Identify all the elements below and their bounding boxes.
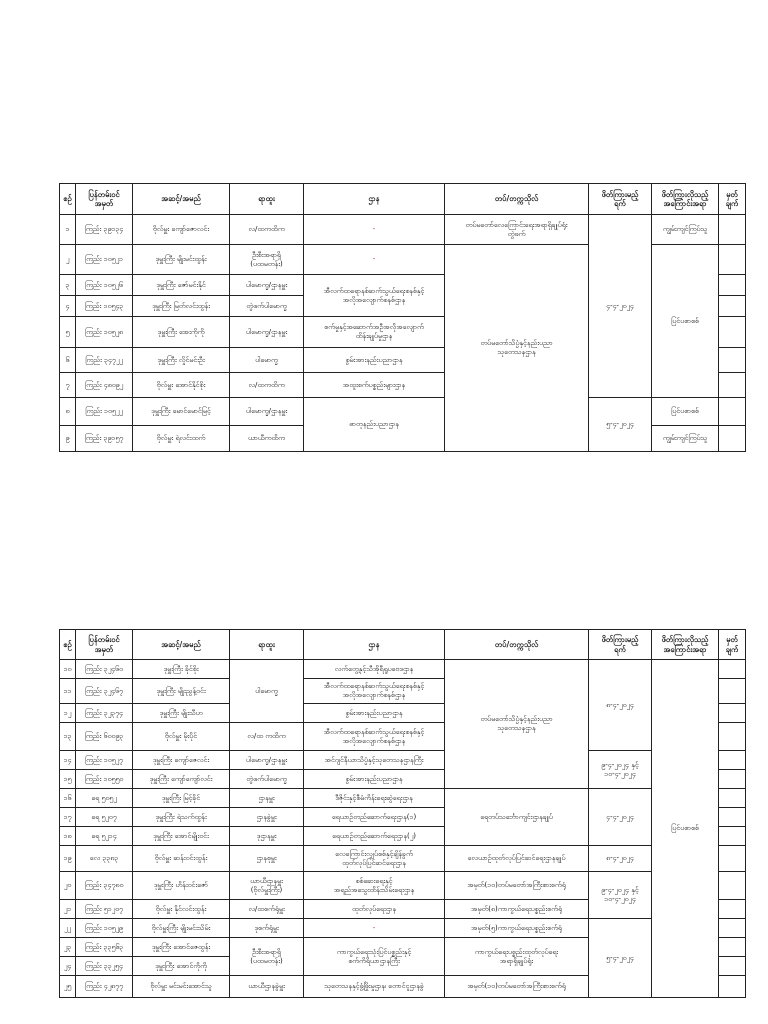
row-date: ၅-၄-၂၀၂၄ [589,919,652,998]
row-dept: စွမ်းအားနည်းပညာဌာန [304,348,445,373]
row-post: တွဲဖက်ပါမောက္ခ [230,296,304,317]
row-dept: - [304,919,445,938]
row-post: ဦးစီးအရာရှိ (ပထမတန်း) [230,245,304,275]
row-remark [719,660,746,679]
row-name: ဗိုလ်မှူး မင်းမင်းအောင်သူ [133,976,230,998]
row-no: ၄ [60,296,76,317]
row-remark [719,770,746,789]
row-date: ၉-၄-၂၀၂၄ နှင့် ၁၀-၄-၂၀၂၄ [589,872,652,919]
col-header-date: ဖိတ်ကြားမည့် ရက် [589,630,652,660]
row-dept: အီလက်ထရောနစ်ဆက်သွယ်ရေးစနစ်နှင့် အလိုအလျောက်စနစ်ဌာန [304,679,445,704]
row-nrc: ကြည်း ၃၉၁၃၄ [76,215,133,245]
row-nrc: ရေ ၅၀၅၂ [76,789,133,808]
row-remark [719,426,746,452]
row-dept: အထူးစက်ပစ္စည်းများဌာန [304,373,445,398]
row-no: ၉ [60,426,76,452]
row-no: ၁၇ [60,808,76,827]
row-nrc: ကြည်း ၃၄၇၈၀ [76,872,133,900]
row-post: ပါမောက္ခ/ဌာနမှူး [230,398,304,426]
row-name: ဗိုလ်မှူး အောင်နိုင်စိုး [133,373,230,398]
row-remark [719,808,746,827]
row-date: ၈-၄-၂၀၂၄ [589,846,652,872]
row-dept: လက်တွေ့နှင့်သီအိုရီရူပဗေဒဌာန [304,660,445,679]
row-no: ၂၄ [60,957,76,976]
row-remark [719,723,746,751]
row-name: ဒုမှူးကြီး မျိုးသီဟ [133,704,230,723]
row-nrc: ကြည်း ၄၂၈၇၇ [76,976,133,998]
row-post: ဌာနမှူး [230,789,304,808]
row-no: ၆ [60,348,76,373]
col-header-post: ရာထူး [230,184,304,215]
row-date: ၈-၄-၂၀၂၄ [589,660,652,751]
row-remark [719,957,746,976]
row-name: ဒုမှူးကြီး မျိုးမင်းထွန်း [133,245,230,275]
row-no: ၁၂ [60,704,76,723]
row-nrc: ရေ ၅၂၁၄ [76,827,133,846]
row-date: ၄-၄-၂၀၂၄ [589,215,652,398]
table-1 [59,183,746,452]
row-post: ယာယီကထိက [230,426,304,452]
row-dept: စက်မှုနှင့်အဆောက်အဦအလိုအလျောက် ထိန်းချုပ်မှုဌာန [304,317,445,348]
row-name: ဒုမှူးကြီး မျိုးညွန့်ဝင်း [133,679,230,704]
row-post: ယာယီဌာနခွဲမှူး [230,976,304,998]
row-post: ပါမောက္ခ/ဌာနမှူး [230,751,304,770]
col-header-dept: ဌာန [304,184,445,215]
col-header-nrc: ပြန်တမ်းဝင် အမှတ် [76,630,133,660]
row-no: ၂၁ [60,900,76,919]
row-remark [719,398,746,426]
row-ministry: အမှတ်(၁၀)တပ်မတော်အကြီးစားစက်ရုံ [445,872,589,900]
row-ministry: လေယာဉ်ထုတ်လုပ်ပြင်ဆင်ရေးဌာနချုပ် [445,846,589,872]
row-nrc: ကြည်း ၅၁၂၀၇ [76,900,133,919]
row-nrc: ကြည်း ၃၄၇၂၂ [76,348,133,373]
row-name: ဗိုလ်မှူး ဆန်းဝင်းထွန်း [133,846,230,872]
row-remark [719,679,746,704]
row-no: ၅ [60,317,76,348]
row-post: ဌာနစုမှူး [230,846,304,872]
row-post: ပါမောက္ခ [230,348,304,373]
row-nrc: ကြည်း ၁၀၅၂၇ [76,751,133,770]
col-header-remark: မှတ် ချက် [719,630,746,660]
row-dept: သုတေသနနှင့်ဖွံ့ဖြိုးမှုဌာန၊ တောင်ငူဌာနခွဲ [304,976,445,998]
row-no: ၁၅ [60,770,76,789]
row-dept: အီလက်ထရောနစ်ဆက်သွယ်ရေးစနစ်နှင့် အလိုအလျောက်စနစ်ဌာန [304,275,445,317]
row-name: ဒုမှူးကြီး မောင်မောင်မြင့် [133,398,230,426]
row-remark [719,751,746,770]
row-no: ၁ [60,215,76,245]
row-dept: ရေယာဉ်တည်ဆောက်ရေးဌာန(၂) [304,827,445,846]
table-row [60,789,746,808]
row-no: ၇ [60,373,76,398]
row-nrc: ကြည်း ၁၀၅၂၁ [76,245,133,275]
row-remark [719,846,746,872]
row-no: ၁၀ [60,660,76,679]
row-reason: ပြင်ပစာစစ် [652,660,719,998]
row-dept: စစ်ဆေးရေးနှင့် အရည်အသွေးထိန်းသိမ်းရေးဌာန [304,872,445,900]
header-row [60,630,746,660]
row-post: လ/ထကထိက [230,373,304,398]
row-no: ၂၅ [60,976,76,998]
row-dept: အင်ဂျင်နီယာသိပ္ပံနှင့်သုတေသနဌာနကြီး [304,751,445,770]
row-name: ဗိုလ်မှူး မိုးပိုင် [133,723,230,751]
row-name: ဗိုလ်မှူး ကျော်ဇောလင်း [133,215,230,245]
row-no: ၂၂ [60,919,76,938]
row-dept: အီလက်ထရောနစ်ဆက်သွယ်ရေးစနစ်နှင့် အလိုအလျောက်စနစ်ဌာန [304,723,445,751]
row-name: ဒုမှူးကြီး လှိုင်မင်းဦး [133,348,230,373]
row-post: ယာယီဌာနမှူး (ဗိုလ်မှူးကြီး) [230,872,304,900]
row-nrc: လေ ၃၃၈၃ [76,846,133,872]
row-name: ဗိုလ်မှူး ရဲလင်းထက် [133,426,230,452]
table-2 [59,629,746,998]
row-nrc: ကြည်း ၃၂၄၆၇ [76,679,133,704]
row-nrc: ကြည်း ၃၃၅၆၃ [76,938,133,957]
row-dept: ဓာတုနည်းပညာဌာန [304,398,445,452]
row-name: ဒုမှူးကြီး ဟိန်းဝင်းဇော် [133,872,230,900]
row-name: ဗိုလ်မှူး နိုင်လင်းထွန်း [133,900,230,919]
row-remark [719,215,746,245]
row-remark [719,872,746,900]
row-name: ဒုမှူးကြီး အောင်ဇေထွန်း [133,938,230,957]
col-header-ministry: တပ်/တက္ကသိုလ် [445,184,589,215]
col-header-nrc: ပြန်တမ်းဝင် အမှတ် [76,184,133,215]
table-row [60,215,746,245]
row-name: ဗိုလ်မှူးကြီး မျိုးမင်းသိမ်း [133,919,230,938]
row-post: လ/ထစက်ရုံမှူး [230,900,304,919]
row-post: ပါမောက္ခ/ဌာနမှူး [230,317,304,348]
col-header-name: အဆင့်/အမည် [133,184,230,215]
table-row [60,872,746,900]
row-ministry: ရေတပ်သင်္ဘောကျင်းဌာနချုပ် [445,789,589,846]
row-nrc: ကြည်း ၃၂၄၆၀ [76,660,133,679]
col-header-reason: ဖိတ်ကြားလိုသည့် အကြောင်းအရာ [652,630,719,660]
row-name: ဒုမှူးကြီး အောင်မျိုးဝင်း [133,827,230,846]
col-header-date: ဖိတ်ကြားမည့် ရက် [589,184,652,215]
row-dept: စွမ်းအားနည်းပညာဌာန [304,770,445,789]
row-remark [719,827,746,846]
row-nrc: ကြည်း ၁၀၅၄၃ [76,296,133,317]
row-remark [719,317,746,348]
col-header-reason: ဖိတ်ကြားလိုသည့် အကြောင်းအရာ [652,184,719,215]
table-row [60,846,746,872]
row-no: ၂၃ [60,938,76,957]
row-reason: ပြင်ပစာစစ် [652,245,719,398]
row-ministry: တပ်မတော်သိပ္ပံနှင့်နည်းပညာ သုတေသနဌာန [445,660,589,789]
row-remark [719,348,746,373]
row-no: ၁၃ [60,723,76,751]
row-date: ၄-၄-၂၀၂၄ [589,789,652,846]
row-remark [719,373,746,398]
row-dept: ကာကွယ်ရေးသုံးပြင်ပစ္စည်းနှင့် စက်ကိရိယာဌာနကြီး [304,938,445,976]
row-post: တွဲဖက်ပါမောက္ခ [230,770,304,789]
row-dept: ထုတ်လုပ်ရေးဌာန [304,900,445,919]
row-ministry: တပ်မတော်လေကြောင်းရေးအရာရှိချုပ်ရုံး တွဲဖက် [445,215,589,245]
row-no: ၈ [60,398,76,426]
row-dept: - [304,245,445,275]
table-row [60,919,746,938]
row-nrc: ကြည်း ၃၉၁၅၇ [76,426,133,452]
row-ministry: အမှတ်(၁၀)တပ်မတော်အကြီးစားစက်ရုံ [445,976,589,998]
row-ministry: တပ်မတော်သိပ္ပံနှင့်နည်းပညာ သုတေသနဌာန [445,245,589,452]
row-name: ဒုမှူးကြီး ဇော်မင်းနိုင် [133,275,230,296]
row-nrc: ကြည်း ၁၀၅၂၆ [76,275,133,296]
row-no: ၂၀ [60,872,76,900]
row-dept: ဒီဇိုင်းနှင့်စီမံကိန်းရေးဆွဲရေးဌာန [304,789,445,808]
row-nrc: ကြည်း ၆၀၀၉၃ [76,723,133,751]
row-nrc: ရေ ၅၂၀၇ [76,808,133,827]
row-dept: စွမ်းအားနည်းပညာဌာန [304,704,445,723]
row-no: ၁၁ [60,679,76,704]
table-row [60,660,746,679]
row-nrc: ကြည်း ၁၀၅၅၀ [76,770,133,789]
col-header-name: အဆင့်/အမည် [133,630,230,660]
row-remark [719,919,746,938]
row-post: ဒုစက်ရုံမှူး [230,919,304,938]
row-no: ၁၈ [60,827,76,846]
row-name: ဒုမှူးကြီး ရဲသက်ထွန်း [133,808,230,827]
row-no: ၁၄ [60,751,76,770]
row-no: ၃ [60,275,76,296]
row-reason: ကျွမ်းကျင်ကြပ်သူ [652,215,719,245]
row-post: လ/ထ ကထိက [230,723,304,751]
row-post: ဦးစီးအရာရှိ (ပထမတန်း) [230,938,304,976]
table-row [60,751,746,770]
row-no: ၁၆ [60,789,76,808]
row-remark [719,789,746,808]
row-remark [719,275,746,296]
row-post: ပါမောက္ခ [230,660,304,723]
header-row [60,184,746,215]
col-header-no: စဉ် [60,184,76,215]
row-dept: - [304,215,445,245]
row-nrc: ကြည်း ၁၀၅၂၈ [76,317,133,348]
col-header-ministry: တပ်/တက္ကသိုလ် [445,630,589,660]
row-remark [719,296,746,317]
row-remark [719,900,746,919]
row-reason: ကျွမ်းကျင်ကြပ်သူ [652,426,719,452]
col-header-post: ရာထူး [230,630,304,660]
row-name: ဒုမှူးကြီး အေးကိုကို [133,317,230,348]
row-nrc: ကြည်း ၃၂၃၇၄ [76,704,133,723]
row-nrc: ကြည်း ၄၈၀၉၂ [76,373,133,398]
row-dept: လေကြောင်းလျှပ်စစ်နှင့်ချိန်ခွက် ထုတ်လုပ်ပြင်ဆင်ရေးဌာန [304,846,445,872]
row-nrc: ကြည်း ၁၀၅၂၉ [76,919,133,938]
row-ministry: အမှတ်(၅)ကာကွယ်ရေးပစ္စည်းစက်ရုံ [445,919,589,938]
row-name: ဒုမှူးကြီး ကျော်ကျော်လင်း [133,770,230,789]
row-name: ဒုမှူးကြီး ကျော်ဇေလင်း [133,751,230,770]
row-nrc: ကြည်း ၃၃၂၅၄ [76,957,133,976]
row-remark [719,704,746,723]
row-ministry: ကာကွယ်ရေးပစ္စည်းထုတ်လုပ်ရေး အရာရှိချုပ်ရုံး [445,938,589,976]
table-row [60,398,746,426]
row-dept: ရေယာဉ်တည်ဆောက်ရေးဌာန(၁) [304,808,445,827]
row-post: ဒုဌာနမှူး [230,827,304,846]
col-header-no: စဉ် [60,630,76,660]
row-date: ၅-၄-၂၀၂၄ [589,398,652,452]
row-no: ၁၉ [60,846,76,872]
row-remark [719,938,746,957]
row-post: ဌာနခွဲမှူး [230,808,304,827]
row-name: ဒုမှူးကြီး အောင်ကိုကို [133,957,230,976]
row-post: ပါမောက္ခ/ဌာနမှူး [230,275,304,296]
row-date: ၉-၄-၂၀၂၄ နှင့် ၁၀-၄-၂၀၂၄ [589,751,652,789]
row-nrc: ကြည်း ၁၀၅၂၂ [76,398,133,426]
col-header-dept: ဌာန [304,630,445,660]
row-remark [719,976,746,998]
row-ministry: အမှတ်(၈)ကာကွယ်ရေးပစ္စည်းစက်ရုံ [445,900,589,919]
row-post: လ/ထကထိက [230,215,304,245]
row-remark [719,245,746,275]
row-name: ဒုမှူးကြီး မြင့်ခိုင် [133,789,230,808]
row-reason: ပြင်ပစာစစ် [652,398,719,426]
row-no: ၂ [60,245,76,275]
row-name: ဒုမှူးကြီး မြတ်လင်းထွန်း [133,296,230,317]
row-name: ဒုမှူးကြီး ခိုင်စိုး [133,660,230,679]
col-header-remark: မှတ် ချက် [719,184,746,215]
